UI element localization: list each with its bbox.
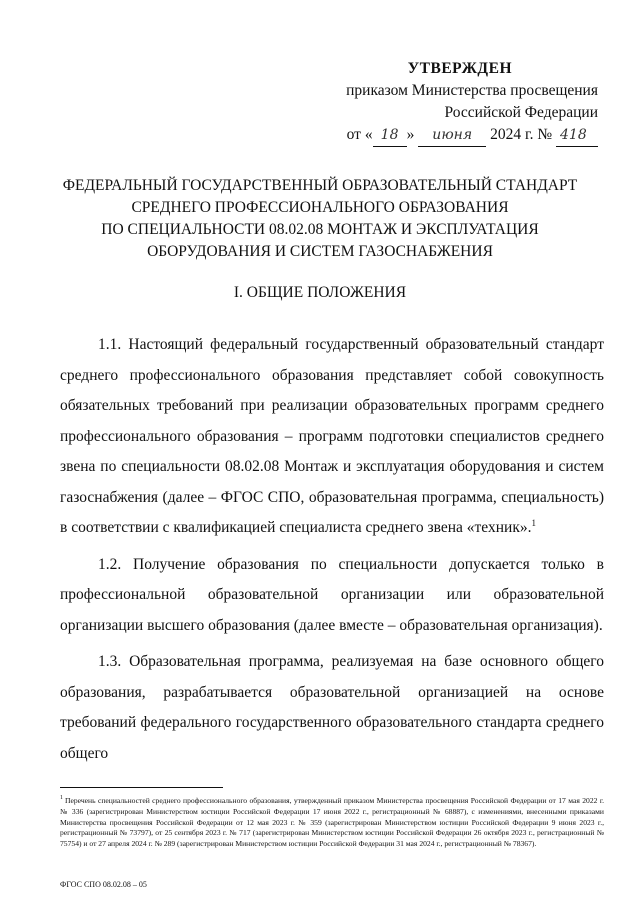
footnote <box>60 796 604 850</box>
footnote-reference: 1 <box>531 517 536 528</box>
title-line-1: ФЕДЕРАЛЬНЫЙ ГОСУДАРСТВЕННЫЙ ОБРАЗОВАТЕЛЬНЫЙ СТАНДАРТ <box>62 177 578 194</box>
paragraph-1-3: 1.3. Образовательная программа, реализуемая на базе основного общего образования, разрабатывается образовательной организацией на основе требований федерального государственного образовательного стандарта среднего общего <box>60 653 604 762</box>
approval-title: УТВЕРЖДЕН <box>407 60 512 77</box>
footnote-text: Перечень специальностей среднего профессионального образования, утвержденный приказом Министерства просвещения Российской Федерации от 17 мая 2022 г. № 336 (зарегистрирован Министерством юстиции Российской Федерации 17 июня 2022 г., регистрационный № 68887), с изменениями, внесенными приказами Министерства просвещения Российской Федерации от 12 мая 2023 г. № 359 (зарегистрирован Министерством юстиции Российской Федерации 9 июня 2023 г., регистрационный № 73797), от 25 сентября 2023 г. № 717 (зарегистрирован Министерством юстиции Российской Федерации 26 октября 2023 г., регистрационный № 75754) и от 27 апреля 2024 г. № 289 (зарегистрирован Министерством юстиции Российской Федерации 31 мая 2024 г., регистрационный № 78367). <box>60 796 604 849</box>
page-footer-code: ФГОС СПО 08.02.08 – 05 <box>60 880 147 889</box>
date-prefix: от « <box>346 126 373 143</box>
approval-line-2: Российской Федерации <box>444 104 598 121</box>
document-title <box>60 175 580 263</box>
paragraph-1-2: 1.2. Получение образования по специальности допускается только в профессиональной образовательной организации или образовательной организации высшего образования (далее вместе – образовательная организация). <box>60 555 604 634</box>
document-body <box>60 330 604 775</box>
approval-date-line <box>300 124 598 147</box>
handwritten-month: июня <box>418 124 486 147</box>
paragraph-1-1 <box>60 330 604 544</box>
section-heading: I. ОБЩИЕ ПОЛОЖЕНИЯ <box>233 284 407 301</box>
date-year: 2024 г. № <box>490 126 553 143</box>
paragraph-1-1-text: 1.1. Настоящий федеральный государственный образовательный стандарт среднего профессионального образования представляет собой совокупность обязательных требований при реализации образовательных программ среднего профессионального образования – программ подготовки специалистов среднего звена по специальности 08.02.08 Монтаж и эксплуатация оборудования и систем газоснабжения (далее – ФГОС СПО, образовательная программа, специальность) в соответствии с квалификацией специалиста среднего звена «техник». <box>60 336 604 536</box>
handwritten-order-number: 418 <box>556 124 598 147</box>
approval-block <box>300 58 598 147</box>
date-day-close: » <box>406 126 415 143</box>
title-line-4: ОБОРУДОВАНИЯ И СИСТЕМ ГАЗОСНАБЖЕНИЯ <box>147 243 493 260</box>
footnote-mark: 1 <box>60 795 63 802</box>
title-line-2: СРЕДНЕГО ПРОФЕССИОНАЛЬНОГО ОБРАЗОВАНИЯ <box>131 199 509 216</box>
title-line-3: ПО СПЕЦИАЛЬНОСТИ 08.02.08 МОНТАЖ И ЭКСПЛУАТАЦИЯ <box>101 221 539 238</box>
handwritten-day: 18 <box>373 124 407 147</box>
approval-line-1: приказом Министерства просвещения <box>346 82 598 99</box>
footnote-divider <box>60 787 223 788</box>
